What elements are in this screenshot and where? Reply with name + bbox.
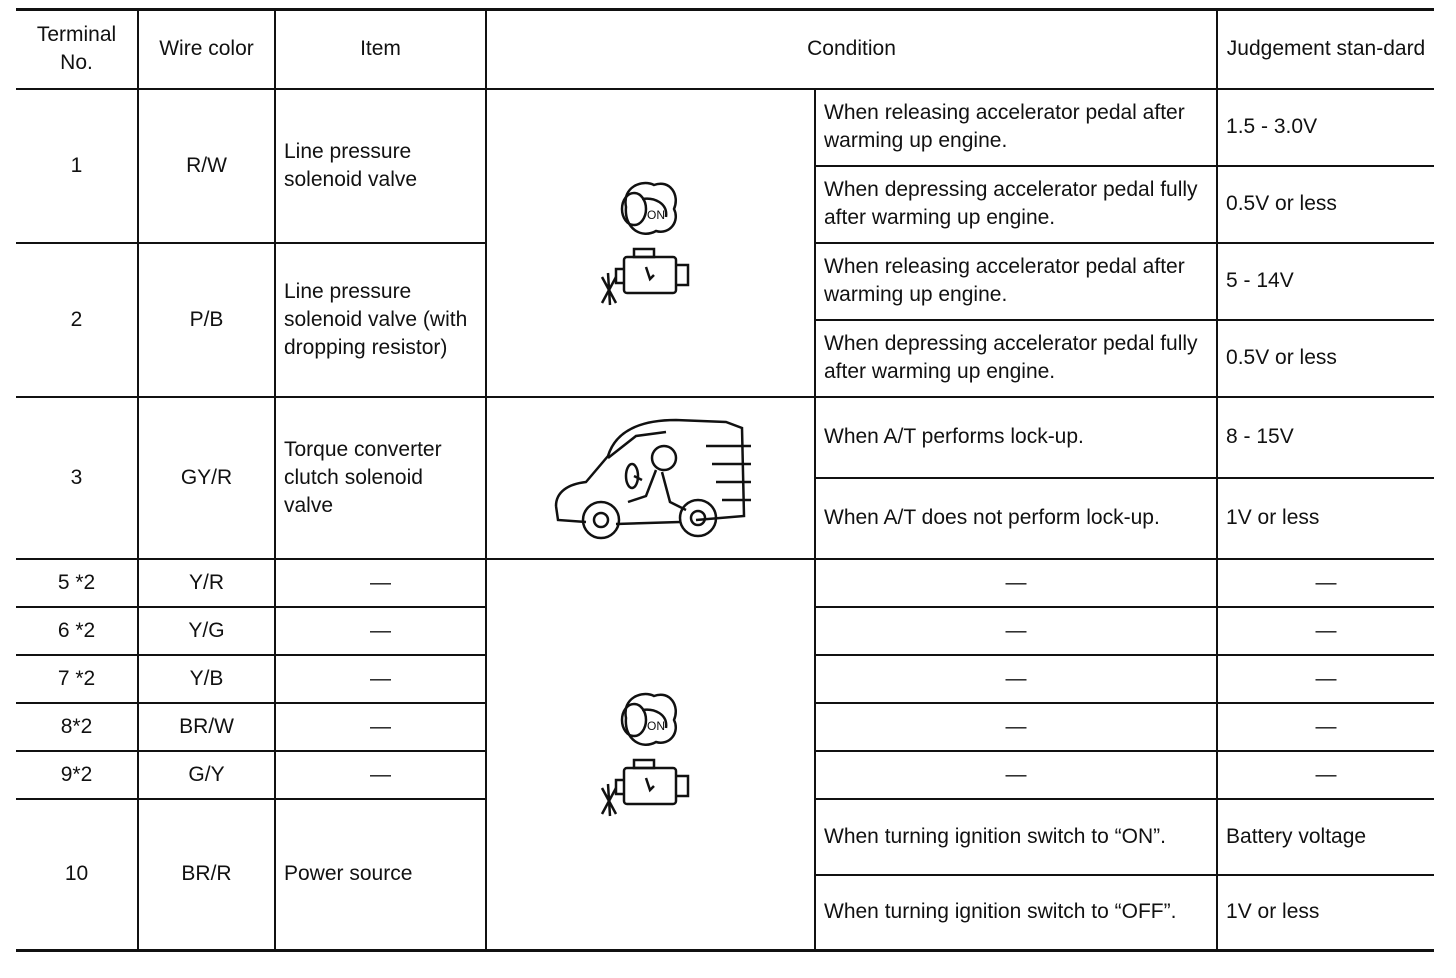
table-row [16,397,1434,478]
item: — [275,559,486,607]
item: Power source [275,799,486,951]
table-row [16,89,1434,166]
header-wire-color: Wire color [138,10,275,89]
condition-text: When releasing accelerator pedal after warming up engine. [815,243,1217,320]
terminal-spec-table [16,8,1434,952]
condition-text: — [815,607,1217,655]
wire-color: G/Y [138,751,275,799]
condition-text: — [815,559,1217,607]
condition-text: When turning ignition switch to “ON”. [815,799,1217,875]
terminal-no: 3 [16,397,138,559]
condition-text: When depressing accelerator pedal fully after warming up engine. [815,166,1217,243]
terminal-no: 1 [16,89,138,243]
header-judgement: Judgement stan-dard [1217,10,1434,89]
terminal-no: 2 [16,243,138,397]
ignition-key-label: ON [646,207,665,222]
wire-color: Y/G [138,607,275,655]
condition-text: When A/T performs lock-up. [815,397,1217,478]
wire-color: GY/R [138,397,275,559]
wire-color: P/B [138,243,275,397]
ignition-on-engine-running-icon [596,169,706,317]
terminal-no: 9*2 [16,751,138,799]
item: Torque converter clutch solenoid valve [275,397,486,559]
terminal-no: 8*2 [16,703,138,751]
condition-text: When depressing accelerator pedal fully after warming up engine. [815,320,1217,397]
item: — [275,655,486,703]
terminal-no: 5 *2 [16,559,138,607]
judgement-value: 1V or less [1217,875,1434,951]
ignition-key-label: ON [646,719,665,734]
driving-car-icon [546,406,756,549]
condition-text: — [815,655,1217,703]
wire-color: Y/R [138,559,275,607]
driving-car-icon-cell [486,397,815,559]
ignition-on-engine-running-icon-cell [486,559,815,951]
header-item: Item [275,10,486,89]
ignition-on-engine-running-icon [596,680,706,828]
header-terminal: Terminal No. [16,10,138,89]
item: — [275,703,486,751]
judgement-value: 1.5 - 3.0V [1217,89,1434,166]
table-row [16,559,1434,607]
terminal-no: 6 *2 [16,607,138,655]
judgement-value: — [1217,607,1434,655]
judgement-value: 1V or less [1217,478,1434,559]
condition-text: — [815,703,1217,751]
condition-text: — [815,751,1217,799]
judgement-value: 0.5V or less [1217,320,1434,397]
condition-text: When releasing accelerator pedal after warming up engine. [815,89,1217,166]
judgement-value: 0.5V or less [1217,166,1434,243]
judgement-value: — [1217,655,1434,703]
judgement-value: 8 - 15V [1217,397,1434,478]
terminal-no: 10 [16,799,138,951]
ignition-on-engine-running-icon-cell [486,89,815,397]
item: Line pressure solenoid valve (with dropping resistor) [275,243,486,397]
item: — [275,751,486,799]
wire-color: BR/W [138,703,275,751]
terminal-no: 7 *2 [16,655,138,703]
condition-text: When A/T does not perform lock-up. [815,478,1217,559]
judgement-value: Battery voltage [1217,799,1434,875]
wire-color: Y/B [138,655,275,703]
header-row [16,10,1434,89]
judgement-value: — [1217,703,1434,751]
judgement-value: — [1217,751,1434,799]
judgement-value: 5 - 14V [1217,243,1434,320]
wire-color: R/W [138,89,275,243]
wire-color: BR/R [138,799,275,951]
item: — [275,607,486,655]
header-condition: Condition [486,10,1217,89]
judgement-value: — [1217,559,1434,607]
item: Line pressure solenoid valve [275,89,486,243]
condition-text: When turning ignition switch to “OFF”. [815,875,1217,951]
